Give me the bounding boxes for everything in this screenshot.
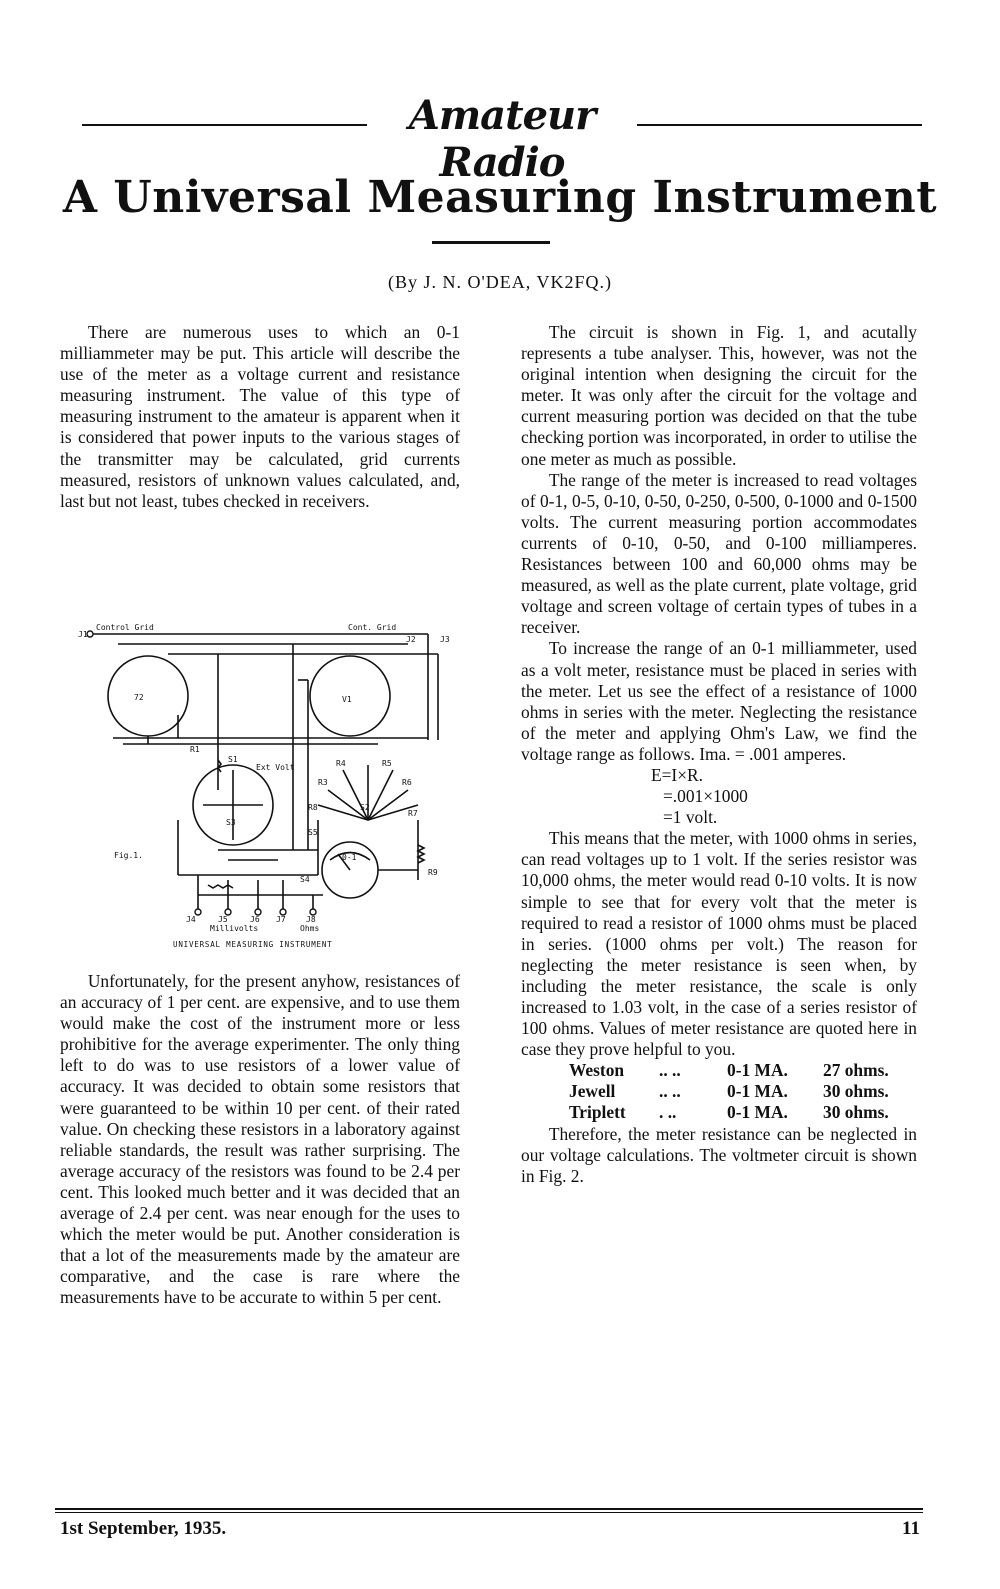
label-s1: S1 [228, 755, 238, 764]
masthead-logo: Amateur Radio [408, 92, 596, 186]
paragraph: Unfortunately, for the present anyhow, resistances of an accuracy of 1 per cent. are expensive, and to use them would make the cost of the instrument more or less prohibitive for the average experimenter. The only thing left to do was to use resistors of a lower value of accuracy. It was decided to obtain some resistors that were guaranteed to be within 10 per cent. of their rated value. On checking these resistors in a laboratory against reliable standards, the result was rather surprising. The average accuracy of the resistors was found to be 2.4 per cent. This looked much better and it was decided that an average of 2.4 per cent. was near enough for the uses to which the meter would be put. Another consideration is that a lot of the measurements made by the amateur are comparative, and the case is rare where the measurements have to be accurate to within 5 per cent. [60, 971, 460, 1308]
table-row [521, 1102, 889, 1123]
label-j1: J1 [78, 630, 88, 639]
label-r1: R1 [190, 745, 200, 754]
table-row [521, 1060, 889, 1081]
formula-line: E=I×R. [651, 764, 703, 785]
label-r4: R4 [336, 759, 346, 768]
label-ohms: Ohms [300, 924, 320, 933]
masthead-rule-left [82, 124, 367, 126]
label-ext-volt: Ext Volt [256, 763, 295, 772]
meter-name: Jewell [569, 1081, 616, 1102]
left-column-top [60, 322, 460, 512]
formula-line: =.001×1000 [663, 786, 748, 807]
meter-dots: .. .. [659, 1081, 681, 1102]
label-r6: R6 [402, 778, 412, 787]
meter-ohms: 30 ohms. [823, 1102, 889, 1123]
label-s4: S4 [300, 875, 310, 884]
label-control-grid: Control Grid [96, 623, 154, 632]
label-j6: J6 [250, 915, 260, 924]
label-r3: R3 [318, 778, 328, 787]
label-meter: 0-1 [342, 853, 357, 862]
paragraph: There are numerous uses to which an 0-1 milliammeter may be put. This article will describe the use of the meter as a voltage current and resistance measuring instrument. The value of this type of measuring instrument to the amateur is apparent when it is considered that power inputs to the various stages of the transmitter may be calculated, grid currents measured, resistors of unknown values calculated, and, last but not least, tubes checked in receivers. [60, 322, 460, 511]
meter-range: 0-1 MA. [727, 1081, 788, 1102]
label-s5: S5 [308, 828, 318, 837]
byline: (By J. N. O'DEA, VK2FQ.) [388, 272, 612, 292]
label-j4: J4 [186, 915, 196, 924]
formula-line: =1 volt. [663, 807, 718, 828]
label-j7: J7 [276, 915, 286, 924]
label-valve-72: 72 [134, 693, 144, 702]
label-j2: J2 [406, 635, 416, 644]
label-fig: Fig.1. [114, 851, 143, 860]
right-column [521, 322, 917, 1187]
ohms-law-formula [521, 765, 917, 828]
issue-date: 1st September, 1935. [60, 1518, 227, 1539]
meter-dots: . .. [659, 1102, 677, 1123]
page-number: 11 [902, 1518, 920, 1539]
figure-caption: UNIVERSAL MEASURING INSTRUMENT [173, 940, 333, 949]
label-s2: S2 [360, 803, 370, 812]
meter-resistance-table [521, 1060, 889, 1123]
label-j8: J8 [306, 915, 316, 924]
meter-name: Triplett [569, 1102, 626, 1123]
paragraph: Therefore, the meter resistance can be neglected in our voltage calculations. The voltmeter circuit is shown in Fig. 2. [521, 1123, 917, 1186]
meter-range: 0-1 MA. [727, 1102, 788, 1123]
label-r9: R9 [428, 868, 438, 877]
masthead [82, 92, 922, 186]
circuit-figure [78, 620, 458, 952]
label-valve-v1: V1 [342, 695, 352, 704]
meter-ohms: 27 ohms. [823, 1060, 889, 1081]
table-row [521, 1081, 889, 1102]
masthead-rule-right [637, 124, 922, 126]
label-r8: R8 [308, 803, 318, 812]
footer-rule-thin [55, 1512, 923, 1513]
paragraph: The range of the meter is increased to read voltages of 0-1, 0-5, 0-10, 0-50, 0-250, 0-500, 0-1000 and 0-1500 volts. The current measuring portion accommodates currents of 0-10, 0-50, and 0-100 milliamperes. Resistances between 100 and 60,000 ohms may be measured, as well as the plate current, plate voltage, grid voltage and screen voltage of certain types of tubes in a receiver. [521, 469, 917, 638]
meter-dots: .. .. [659, 1060, 681, 1081]
meter-range: 0-1 MA. [727, 1060, 788, 1081]
paragraph: This means that the meter, with 1000 ohms in series, can read voltages up to 1 volt. If the series resistor was 10,000 ohms, the meter would read 0-10 volts. It is now simple to see that for every volt that the meter is required to read a resistor of 1000 ohms must be placed in series. (1000 ohms per volt.) The reason for neglecting the meter resistance is seen when, by including the meter resistance, the scale is only increased to 1.03 volt, in the case of a series resistor of 100 ohms. Values of meter resistance are quoted here in case they prove helpful to you. [521, 828, 917, 1060]
label-j5: J5 [218, 915, 228, 924]
label-j3: J3 [440, 635, 450, 644]
label-r5: R5 [382, 759, 392, 768]
label-cont-grid: Cont. Grid [348, 623, 397, 632]
footer-rule [55, 1508, 923, 1510]
article-title: A Universal Measuring Instrument [62, 172, 938, 223]
title-rule [432, 241, 550, 244]
label-s3: S3 [226, 818, 236, 827]
label-r7: R7 [408, 809, 418, 818]
paragraph: To increase the range of an 0-1 milliammeter, used as a volt meter, resistance must be placed in series with the meter. Let us see the effect of a resistance of 1000 ohms in series with the meter. Neglecting the resistance of the meter and applying Ohm's Law, we find the voltage range as follows. Ima. = .001 amperes. [521, 638, 917, 764]
paragraph: The circuit is shown in Fig. 1, and acutally represents a tube analyser. This, however, was not the original intention when designing the circuit for the meter. It was only after the circuit for the voltage and current measuring portion was decided on that the tube checking portion was incorporated, in order to utilise the one meter as much as possible. [521, 322, 917, 469]
meter-name: Weston [569, 1060, 625, 1081]
label-millivolts: Millivolts [210, 924, 259, 933]
circuit-diagram [78, 620, 458, 952]
meter-ohms: 30 ohms. [823, 1081, 889, 1102]
left-column-bottom [60, 971, 460, 1309]
